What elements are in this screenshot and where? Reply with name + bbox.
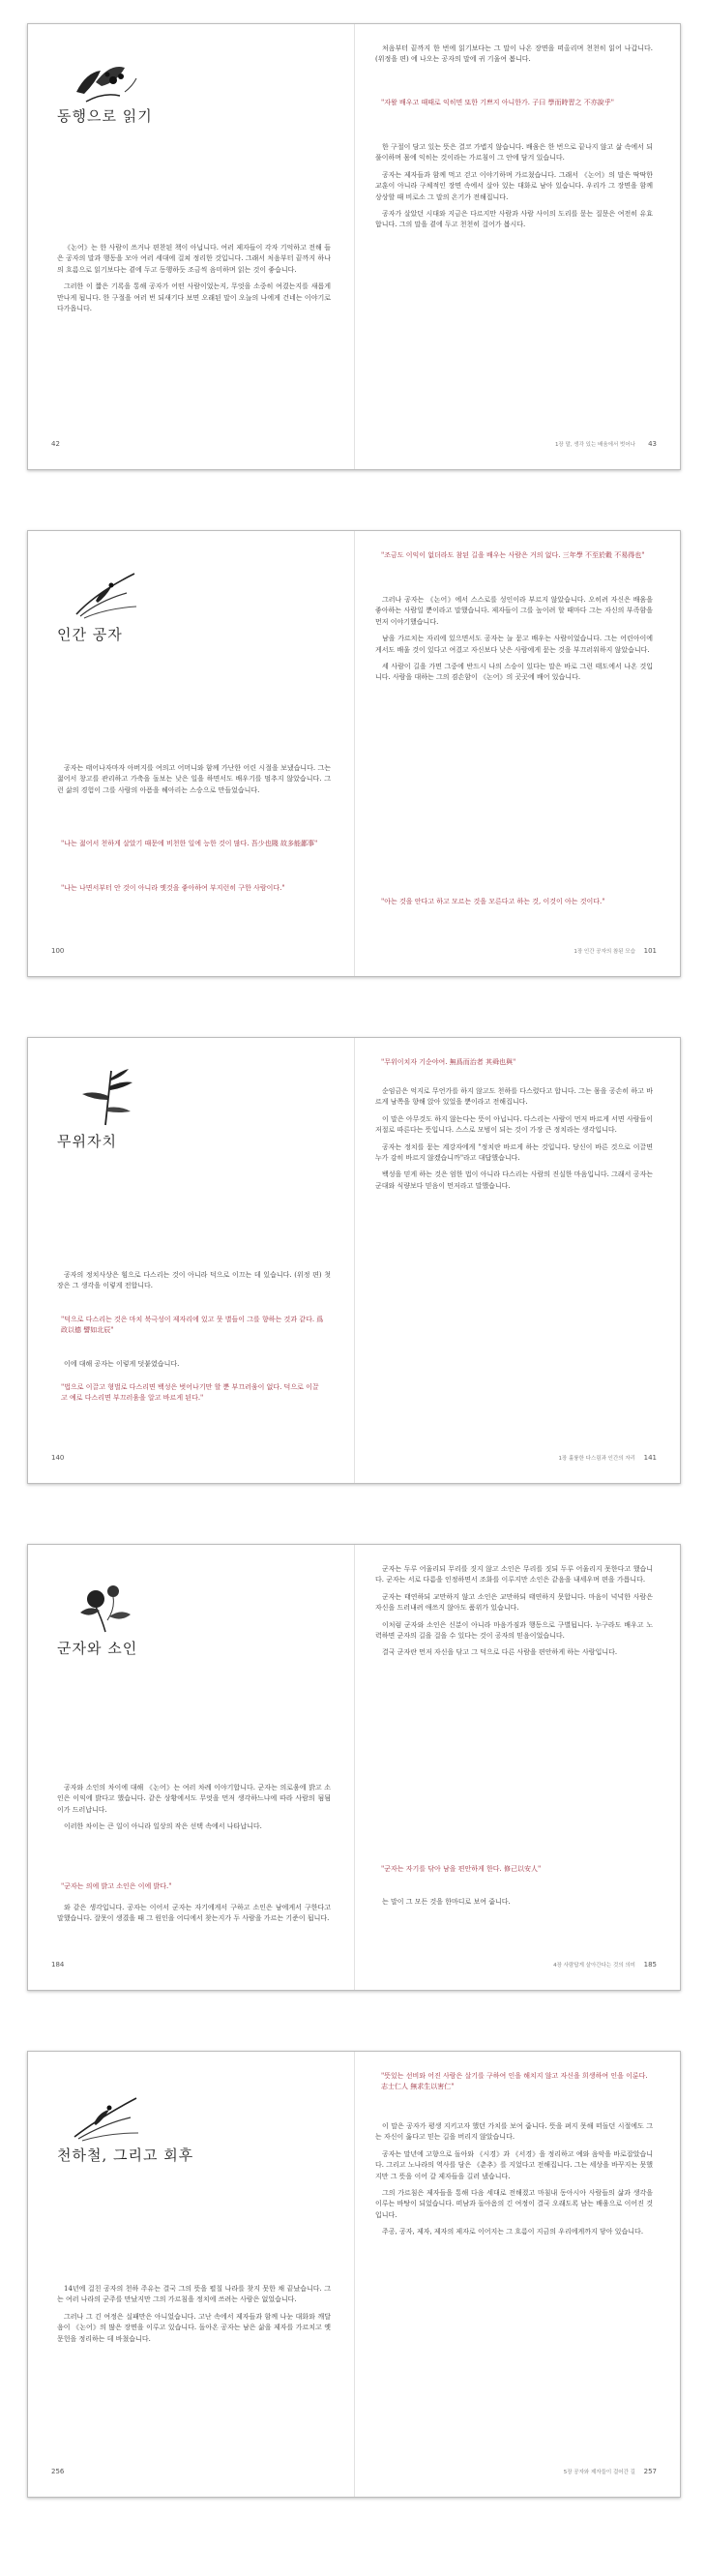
quotation: "나는 나면서부터 안 것이 아니라 옛것을 좋아하여 부지런히 구한 사람이다." xyxy=(61,884,285,892)
page-number: 256 xyxy=(51,2468,65,2475)
body-text xyxy=(375,1086,653,1198)
quotation: "군자는 자기를 닦아 남을 편안하게 한다. 修己以安人" xyxy=(381,1865,542,1873)
body-text xyxy=(57,2284,331,2351)
ink-orchid-illustration xyxy=(67,564,144,622)
quotation: "나는 젊어서 천하게 살았기 때문에 비천한 일에 능한 것이 많다. 吾少也賤 故多能鄙事" xyxy=(61,840,318,847)
paragraph: 한 구절이 담고 있는 뜻은 결코 가볍지 않습니다. 배움은 한 번으로 끝나지 않고 삶 속에서 되풀이하며 몸에 익히는 것이라는 가르침이 그 안에 담겨 있습니다. xyxy=(375,143,653,163)
page-number: 184 xyxy=(51,1961,65,1969)
paragraph: 14년에 걸친 공자의 천하 주유는 결국 그의 뜻을 펼칠 나라를 찾지 못한 채 끝났습니다. 그는 여러 나라의 군주를 만났지만 그의 가르침을 정치에 쓰려는 사람은 없었습니다. xyxy=(57,2285,331,2304)
page-number: 185 xyxy=(643,1961,657,1969)
quotation: "무위이치자 기순야여. 無爲而治者 其舜也與" xyxy=(381,1058,516,1066)
left-page xyxy=(28,2052,354,2497)
ink-bamboo-illustration xyxy=(67,1067,144,1127)
body-text xyxy=(57,243,331,320)
paragraph: 그러나 공자는 《논어》에서 스스로를 성인이라 부르지 않았습니다. 오히려 자신은 배움을 좋아하는 사람일 뿐이라고 말했습니다. 제자들이 그를 높이려 할 때마다 그는 자신의 부족함을 먼저 이야기했습니다. xyxy=(375,596,653,626)
body-text xyxy=(57,763,331,802)
ink-chrysanthemum-illustration xyxy=(67,1574,144,1634)
book-spread-3 xyxy=(27,1037,681,1484)
body-text xyxy=(375,2121,653,2244)
running-head: 1장 말, 생각 있는 배움에서 벗어나 xyxy=(554,442,635,448)
chapter-title: 무위자치 xyxy=(57,1133,117,1150)
body-text xyxy=(375,44,653,72)
paragraph: 이 말은 아무것도 하지 않는다는 뜻이 아닙니다. 다스리는 사람이 먼저 바르게 서면 사람들이 저절로 따른다는 뜻입니다. 스스로 모범이 되는 것이 가장 큰 정치라는 생각입니다. xyxy=(375,1114,653,1135)
paragraph: 처음부터 끝까지 한 번에 읽기보다는 그 말이 나온 장면을 떠올리며 천천히 읽어 나갑니다. (위정을 편) 에 나오는 공자의 말에 귀 기울여 봅니다. xyxy=(375,44,653,64)
page-number: 100 xyxy=(51,947,65,955)
right-page xyxy=(354,24,680,469)
chapter-title: 동행으로 읽기 xyxy=(57,107,153,125)
right-page xyxy=(354,531,680,976)
body-text xyxy=(57,1270,331,1298)
running-head: 1장 훌륭한 다스림과 인간의 자리 xyxy=(558,1456,635,1462)
right-page xyxy=(354,1545,680,1990)
chapter-title: 군자와 소인 xyxy=(57,1640,138,1657)
page-number: 257 xyxy=(643,2468,657,2475)
page-number: 140 xyxy=(51,1454,65,1462)
paragraph: 백성을 믿게 하는 것은 엄한 법이 아니라 다스리는 사람의 진실한 마음입니다. 그래서 공자는 군대와 식량보다 믿음이 먼저라고 말했습니다. xyxy=(375,1170,653,1190)
body-text xyxy=(57,1359,331,1376)
paragraph: 세 사람이 길을 가면 그중에 반드시 나의 스승이 있다는 말은 바로 그런 태도에서 나온 것입니다. 사람을 대하는 그의 겸손함이 《논어》의 곳곳에 배어 있습니다. xyxy=(375,663,653,682)
right-page xyxy=(354,1038,680,1483)
paragraph: 결국 군자란 먼저 자신을 닦고 그 덕으로 다른 사람을 편안하게 하는 사람입니다. xyxy=(382,1648,618,1657)
quotation: "자왈 배우고 때때로 익히면 또한 기쁘지 아니한가. 子曰 學而時習之 不亦說乎" xyxy=(381,99,614,106)
body-text xyxy=(375,1897,653,1913)
running-head: 4장 사람답게 살아간다는 것의 의미 xyxy=(553,1963,635,1969)
book-spread-2 xyxy=(27,530,681,977)
body-text xyxy=(57,1783,331,1839)
quotation: "조금도 이익이 없더라도 참된 길을 배우는 사람은 거의 없다. 三年學 不至於穀 不易得也" xyxy=(381,551,645,559)
paragraph: 공자는 태어나자마자 아버지를 여의고 어머니와 함께 가난한 어린 시절을 보냈습니다. 그는 젊어서 창고를 관리하고 가축을 돌보는 낮은 일을 하면서도 배우기를 멈추지 않았습니다. 그런 삶의 경험이 그를 사람의 아픔을 헤아리는 스승으로 만들었습니다. xyxy=(57,764,331,794)
paragraph: 공자의 정치사상은 힘으로 다스리는 것이 아니라 덕으로 이끄는 데 있습니다. (위정 편) 첫 장은 그 생각을 이렇게 전합니다. xyxy=(57,1271,331,1290)
left-page xyxy=(28,1038,354,1483)
paragraph: 공자는 정치를 묻는 계강자에게 "정치란 바르게 하는 것입니다. 당신이 바른 것으로 이끌면 누가 감히 바르지 않겠습니까"라고 대답했습니다. xyxy=(375,1142,653,1163)
paragraph: 이처럼 군자와 소인은 신분이 아니라 마음가짐과 행동으로 구별됩니다. 누구라도 배우고 노력하면 군자의 길을 걸을 수 있다는 것이 공자의 믿음이었습니다. xyxy=(375,1620,653,1641)
paragraph: 는 말이 그 모든 것을 한마디로 보여 줍니다. xyxy=(382,1898,511,1906)
paragraph: 이러한 차이는 큰 일이 아니라 일상의 작은 선택 속에서 나타납니다. xyxy=(64,1822,262,1831)
paragraph: 그의 가르침은 제자들을 통해 다음 세대로 전해졌고 마침내 동아시아 사람들의 삶과 생각을 이루는 바탕이 되었습니다. 떠남과 돌아옴의 긴 여정이 결국 오래도록 남는 배움으로 이어진 것입니다. xyxy=(375,2189,653,2219)
book-spread-1 xyxy=(27,23,681,470)
chapter-title: 천하철, 그리고 회후 xyxy=(57,2147,194,2164)
paragraph: 이 말은 공자가 평생 지키고자 했던 가치를 보여 줍니다. 뜻을 펴지 못해 떠돌던 시절에도 그는 자신이 옳다고 믿는 길을 버리지 않았습니다. xyxy=(375,2122,653,2142)
quotation: "군자는 의에 밝고 소인은 이에 밝다." xyxy=(61,1882,172,1890)
body-text xyxy=(57,1903,331,1931)
ink-orchid-illustration xyxy=(67,2085,144,2143)
page-number: 42 xyxy=(51,440,60,448)
paragraph: 군자는 두루 어울리되 무리를 짓지 않고 소인은 무리를 짓되 두루 어울리지 못한다고 했습니다. 군자는 서로 다름을 인정하면서 조화를 이루지만 소인은 같음을 내세우며 편을 가릅니다. xyxy=(375,1565,653,1584)
quotation: "덕으로 다스리는 것은 마치 북극성이 제자리에 있고 뭇 별들이 그를 향하는 것과 같다. 爲政以德 譬如北辰" xyxy=(61,1316,324,1335)
paragraph: 군자는 태연하되 교만하지 않고 소인은 교만하되 태연하지 못합니다. 마음이 넉넉한 사람은 자신을 드러내려 애쓰지 않아도 품위가 있습니다. xyxy=(375,1592,653,1613)
left-page xyxy=(28,531,354,976)
page-number: 101 xyxy=(643,947,657,955)
paragraph: 남을 가르치는 자리에 있으면서도 공자는 늘 묻고 배우는 사람이었습니다. 그는 어린아이에게서도 배울 것이 있다고 여겼고 자신보다 낮은 사람에게 묻는 것을 부끄러워하지 않았습니다. xyxy=(375,635,653,654)
book-spread-5 xyxy=(27,2051,681,2498)
paragraph: 와 같은 생각입니다. 공자는 이어서 군자는 자기에게서 구하고 소인은 남에게서 구한다고 말했습니다. 잘못이 생겼을 때 그 원인을 어디에서 찾는지가 두 사람을 가르는 기준이 됩니다. xyxy=(57,1904,331,1923)
paragraph: 그러나 그 긴 여정은 실패만은 아니었습니다. 고난 속에서 제자들과 함께 나눈 대화와 깨달음이 《논어》의 많은 장면을 이루고 있습니다. 돌아온 공자는 남은 삶을 제자를 가르치고 옛 문헌을 정리하는 데 바쳤습니다. xyxy=(57,2312,331,2343)
quotation: "법으로 이끌고 형벌로 다스리면 백성은 벗어나기만 할 뿐 부끄러움이 없다. 덕으로 이끌고 예로 다스리면 부끄러움을 알고 바르게 된다." xyxy=(61,1383,319,1403)
page-number: 141 xyxy=(643,1454,657,1462)
paragraph: 공자는 제자들과 함께 먹고 걷고 이야기하며 가르쳤습니다. 그래서 《논어》의 말은 딱딱한 교훈이 아니라 구체적인 장면 속에서 살아 있는 대화로 남아 있습니다. 우리가 그 장면을 함께 상상할 때 비로소 그 말의 온기가 전해집니다. xyxy=(375,170,653,201)
running-head: 1장 인간 공자의 참된 모습 xyxy=(574,949,635,955)
paragraph: 주공, 공자, 제자, 제자의 제자로 이어지는 그 흐름이 지금의 우리에게까지 닿아 있습니다. xyxy=(382,2228,644,2236)
paragraph: 《논어》는 한 사람이 쓰거나 편찬된 책이 아닙니다. 여러 제자들이 각자 기억하고 전해 들은 공자의 말과 행동을 모아 여러 세대에 걸쳐 정리한 것입니다. 그래서 처음부터 끝까지 하나의 흐름으로 읽기보다는 곁에 두고 동행하듯 조금씩 음미하며 읽는 것이 좋습니다. xyxy=(57,244,331,274)
body-text xyxy=(375,142,653,237)
paragraph: 공자가 살았던 시대와 지금은 다르지만 사람과 사람 사이의 도리를 묻는 질문은 여전히 유효합니다. 그의 말을 곁에 두고 천천히 걸어가 봅시다. xyxy=(375,210,653,229)
ink-plant-illustration xyxy=(67,53,144,111)
left-page xyxy=(28,1545,354,1990)
paragraph: 공자는 말년에 고향으로 돌아와 《시경》과 《서경》을 정리하고 예와 음악을 바로잡았습니다. 그리고 노나라의 역사를 담은 《춘추》를 지었다고 전해집니다. 그는 세상을 바꾸지는 못했지만 그 뜻을 이어 갈 제자들을 길러 냈습니다. xyxy=(375,2149,653,2180)
right-page xyxy=(354,2052,680,2497)
chapter-title: 인간 공자 xyxy=(57,626,123,643)
paragraph: 순임금은 억지로 무언가를 하지 않고도 천하를 다스렸다고 합니다. 그는 몸을 공손히 하고 바르게 남쪽을 향해 앉아 있었을 뿐이라고 전해집니다. xyxy=(375,1087,653,1107)
paragraph: 이에 대해 공자는 이렇게 덧붙였습니다. xyxy=(64,1360,180,1368)
paragraph: 공자와 소인의 차이에 대해 《논어》는 여러 차례 이야기합니다. 군자는 의로움에 밝고 소인은 이익에 밝다고 했습니다. 같은 상황에서도 무엇을 먼저 생각하느냐에 따라 사람의 됨됨이가 드러납니다. xyxy=(57,1784,331,1814)
quotation: "뜻있는 선비와 어진 사람은 살기를 구하여 인을 해치지 않고 자신을 희생하여 인을 이룬다. 志士仁人 無求生以害仁" xyxy=(381,2072,648,2091)
body-text xyxy=(375,595,653,690)
book-spread-4 xyxy=(27,1544,681,1991)
body-text xyxy=(375,1564,653,1665)
running-head: 5장 공자와 제자들이 걸어간 길 xyxy=(563,2470,635,2475)
quotation: "아는 것을 안다고 하고 모르는 것을 모른다고 하는 것, 이것이 아는 것이다." xyxy=(381,898,605,905)
left-page xyxy=(28,24,354,469)
page-number: 43 xyxy=(648,440,657,448)
paragraph: 그러한 이 짧은 기록을 통해 공자가 어떤 사람이었는지, 무엇을 소중히 여겼는지를 새롭게 만나게 됩니다. 한 구절을 여러 번 되새기다 보면 오래된 말이 오늘의 나에게 건네는 이야기로 다가옵니다. xyxy=(57,282,331,313)
